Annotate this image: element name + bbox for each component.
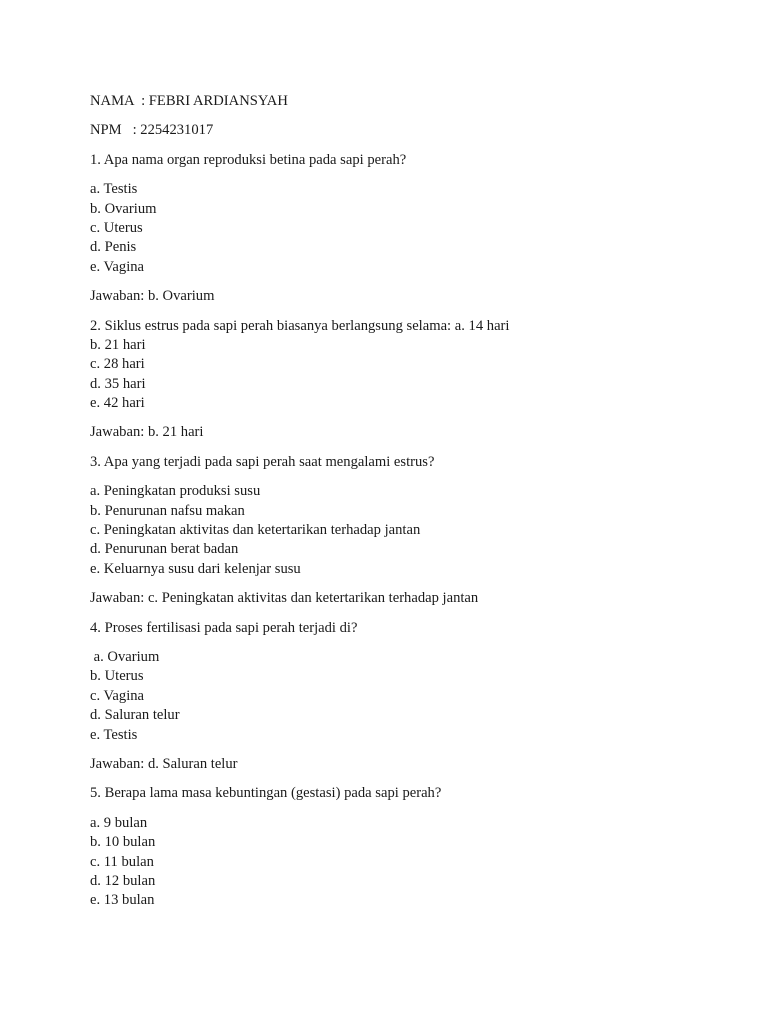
option-q3-a: a. Peningkatan produksi susu [90,483,261,500]
question-5: 5. Berapa lama masa kebuntingan (gestasi) pada sapi perah? [90,785,442,802]
option-q3-b: b. Penurunan nafsu makan [90,502,245,519]
option-q1-a: a. Testis [90,181,138,198]
option-q2-c: c. 28 hari [90,356,145,373]
option-q4-b: b. Uterus [90,668,144,685]
answer-q4: Jawaban: d. Saluran telur [90,755,238,772]
option-q2-d: d. 35 hari [90,375,146,392]
student-npm: NPM : 2254231017 [90,122,214,139]
answer-q1: Jawaban: b. Ovarium [90,288,215,305]
question-1: 1. Apa nama organ reproduksi betina pada sapi perah? [90,151,407,168]
option-q1-e: e. Vagina [90,258,145,275]
option-q5-b: b. 10 bulan [90,834,156,851]
option-q4-d: d. Saluran telur [90,707,180,724]
document-page [90,92,730,911]
student-name: NAMA : FEBRI ARDIANSYAH [90,93,288,109]
option-q5-a: a. 9 bulan [90,814,148,831]
option-q1-b: b. Ovarium [90,200,157,217]
question-4: 4. Proses fertilisasi pada sapi perah terjadi di? [90,619,358,636]
option-q5-e: e. 13 bulan [90,892,155,909]
question-2: 2. Siklus estrus pada sapi perah biasanya berlangsung selama: a. 14 hari [90,317,510,334]
option-q5-c: c. 11 bulan [90,853,154,870]
option-q2-e: e. 42 hari [90,395,145,412]
answer-q3: Jawaban: c. Peningkatan aktivitas dan ketertarikan terhadap jantan [90,590,479,607]
option-q5-d: d. 12 bulan [90,872,156,889]
option-q4-e: e. Testis [90,726,138,743]
option-q1-c: c. Uterus [90,219,143,236]
answer-q2: Jawaban: b. 21 hari [90,424,204,441]
option-q1-d: d. Penis [90,239,137,256]
option-q4-c: c. Vagina [90,687,145,704]
option-q2-b: b. 21 hari [90,336,146,353]
option-q3-c: c. Peningkatan aktivitas dan ketertarikan terhadap jantan [90,522,421,539]
option-q4-a: a. Ovarium [90,648,160,665]
option-q3-d: d. Penurunan berat badan [90,541,239,558]
option-q3-e: e. Keluarnya susu dari kelenjar susu [90,560,301,577]
question-3: 3. Apa yang terjadi pada sapi perah saat mengalami estrus? [90,453,435,470]
